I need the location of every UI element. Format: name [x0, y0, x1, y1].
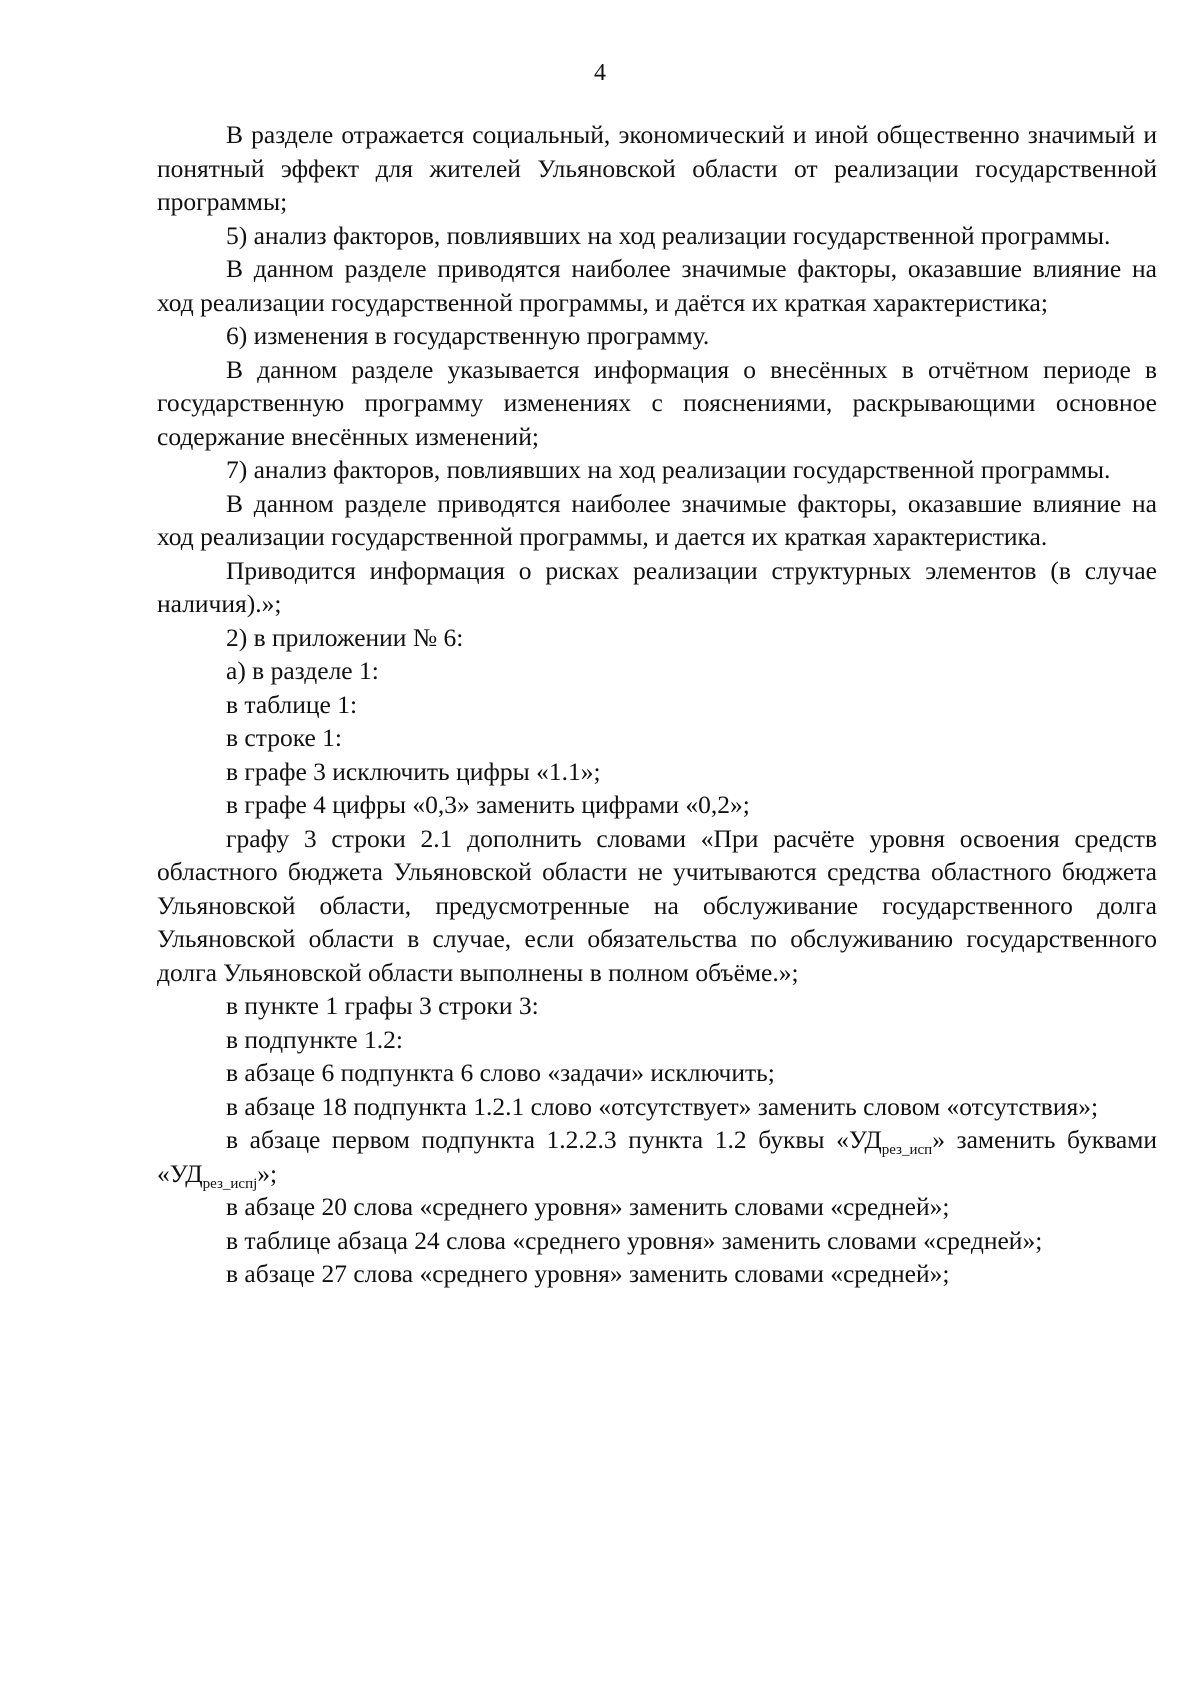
formula-text-1: в абзаце первом подпункта 1.2.2.3 пункта 1.2 буквы «УД [226, 1125, 882, 1154]
page-number: 4 [594, 60, 606, 86]
formula-text-2: » заменить буквами «УД [157, 1125, 1157, 1188]
paragraph: в графе 3 исключить цифры «1.1»; [226, 756, 601, 786]
paragraph: 5) анализ факторов, повлиявших на ход реализации государственной программы. [226, 220, 1111, 250]
subscript-rez-isp: рез_исп [881, 1142, 933, 1158]
subscript-rez-ispj: рез_испj [202, 1175, 258, 1192]
formula-text-3: »; [257, 1158, 278, 1188]
paragraph: а) в разделе 1: [226, 656, 379, 685]
paragraph: 7) анализ факторов, повлиявших на ход реализации государственной программы. [226, 455, 1111, 484]
paragraph: В данном разделе приводятся наиболее значимые факторы, оказавшие влияние на ход реализации государственной программы, и даётся их краткая характеристика; [157, 254, 1157, 317]
paragraph: В данном разделе указывается информация о внесённых в отчётном периоде в государственную программу изменениях с пояснениями, раскрывающими основное содержание внесённых изменений; [157, 354, 1157, 451]
paragraph: в графе 4 цифры «0,3» заменить цифрами «0,2»; [226, 790, 750, 819]
paragraph: 2) в приложении № 6: [226, 622, 464, 652]
paragraph: в строке 1: [226, 723, 342, 752]
document-body [157, 118, 1157, 1291]
paragraph: в абзаце 18 подпункта 1.2.1 слово «отсутствует» заменить словом «отсутствия»; [226, 1091, 1099, 1121]
formula-paragraph [157, 1123, 1157, 1190]
paragraph: 6) изменения в государственную программу. [226, 321, 710, 350]
paragraph: в абзаце 20 слова «среднего уровня» заменить словами «средней»; [226, 1192, 950, 1221]
paragraph: в таблице абзаца 24 слова «среднего уровня» заменить словами «средней»; [226, 1225, 1043, 1255]
paragraph: в таблице 1: [226, 689, 358, 719]
paragraph: в абзаце 6 подпункта 6 слово «задачи» исключить; [226, 1058, 775, 1087]
paragraph: в подпункте 1.2: [226, 1024, 403, 1054]
paragraph: В разделе отражается социальный, экономический и иной общественно значимый и понятный эффект для жителей Ульяновской области от реализации государственной программы; [157, 120, 1157, 216]
paragraph: в пункте 1 графы 3 строки 3: [226, 991, 539, 1020]
paragraph: В данном разделе приводятся наиболее значимые факторы, оказавшие влияние на ход реализации государственной программы, и дается их краткая характеристика. [157, 488, 1157, 551]
paragraph: в абзаце 27 слова «среднего уровня» заменить словами «средней»; [226, 1259, 950, 1288]
paragraph: графу 3 строки 2.1 дополнить словами «При расчёте уровня освоения средств областного бюджета Ульяновской области не учитываются средства областного бюджета Ульяновской области, предусмотренные на обслуживание государственного долга Ульяновской области в случае, если обязательства по обслуживанию государственного долга Ульяновской области выполнены в полном объёме.»; [157, 823, 1157, 987]
paragraph: Приводится информация о рисках реализации структурных элементов (в случае наличия).»; [157, 555, 1157, 618]
